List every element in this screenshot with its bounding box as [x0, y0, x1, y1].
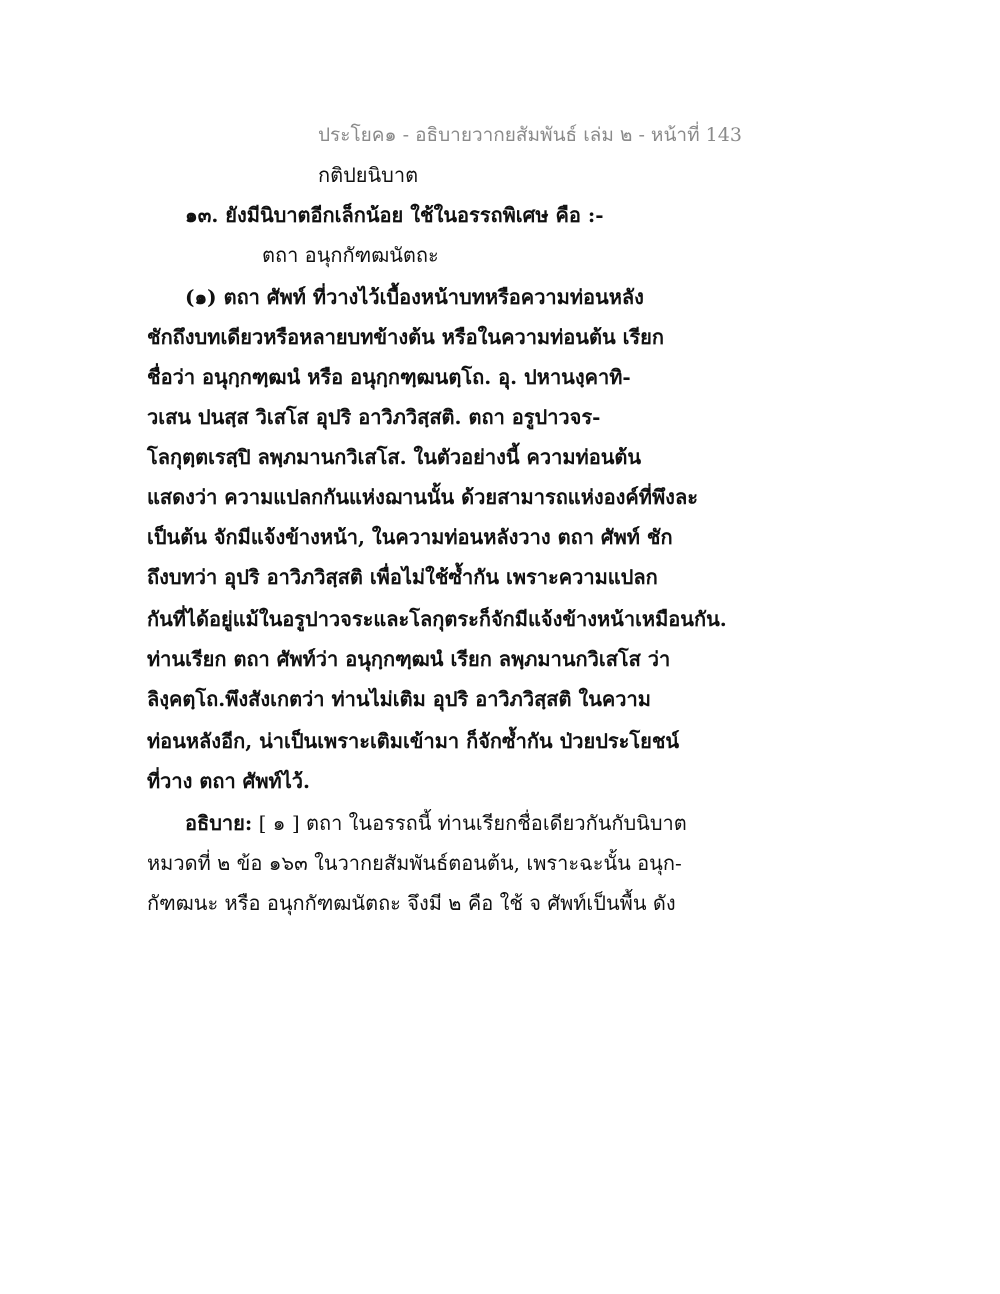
item-13-heading: ๑๓. ยังมีนิบาตอีกเล็กน้อย ใช้ในอรรถพิเศษ คือ :-: [185, 203, 604, 227]
body-line: เป็นต้น จักมีแจ้งข้างหน้า, ในความท่อนหลังวาง ตถา ศัพท์ ชัก: [147, 525, 673, 549]
body-line: ชื่อว่า อนุกฺกฑฺฒนํ หรือ อนุกฺกฑฺฒนตฺโถ. อุ. ปหานงฺคาทิ-: [147, 365, 631, 389]
explanation-text: [ ๑ ] ตถา ในอรรถนี้ ท่านเรียกชื่อเดียวกันกับนิบาต: [258, 811, 687, 835]
body-line: ที่วาง ตถา ศัพท์ไว้.: [147, 769, 310, 793]
body-line: ถึงบทว่า อุปริ อาวิภวิสฺสติ เพื่อไม่ใช้ซ้ำกัน เพราะความแปลก: [147, 565, 658, 589]
explanation-line: หมวดที่ ๒ ข้อ ๑๖๓ ในวากยสัมพันธ์ตอนต้น, เพราะฉะนั้น อนุก-: [147, 851, 682, 875]
section-title: กติปยนิบาต: [318, 163, 419, 187]
body-line: วเสน ปนสฺส วิเสโส อุปริ อาวิภวิสฺสติ. ตถา อรูปาวจร-: [147, 405, 601, 429]
body-line: ท่อนหลังอีก, น่าเป็นเพราะเติมเข้ามา ก็จักซ้ำกัน ป่วยประโยชน์: [147, 729, 680, 753]
body-line: กันที่ได้อยู่แม้ในอรูปาวจระและโลกุตระก็จักมีแจ้งข้างหน้าเหมือนกัน.: [147, 607, 727, 631]
explanation-label: อธิบาย:: [185, 811, 253, 835]
explanation-line-first: [185, 808, 687, 838]
body-line: แสดงว่า ความแปลกกันแห่งฌานนั้น ด้วยสามารถแห่งองค์ที่พึงละ: [147, 485, 698, 509]
body-line: (๑) ตถา ศัพท์ ที่วางไว้เบื้องหน้าบทหรือความท่อนหลัง: [185, 285, 644, 309]
running-header: ประโยค๑ - อธิบายวากยสัมพันธ์ เล่ม ๒ - หน้าที่ 143: [318, 124, 742, 146]
body-line: โลกุตฺตเรสฺปิ ลพฺภมานกวิเสโส. ในตัวอย่างนี้ ความท่อนต้น: [147, 445, 642, 469]
explanation-line: กัฑฒนะ หรือ อนุกกัฑฒนัตถะ จึงมี ๒ คือ ใช้ จ ศัพท์เป็นพื้น ดัง: [147, 891, 676, 915]
body-line: ท่านเรียก ตถา ศัพท์ว่า อนุกฺกฑฺฒนํ เรียก ลพฺภมานกวิเสโส ว่า: [147, 647, 671, 671]
item-13-subheading: ตถา อนุกกัฑฒนัตถะ: [262, 243, 439, 267]
body-line: ชักถึงบทเดียวหรือหลายบทข้างต้น หรือในความท่อนต้น เรียก: [147, 325, 665, 349]
body-line: ลิงฺคตฺโถ.พึงสังเกตว่า ท่านไม่เติม อุปริ อาวิภวิสฺสติ ในความ: [147, 687, 651, 711]
